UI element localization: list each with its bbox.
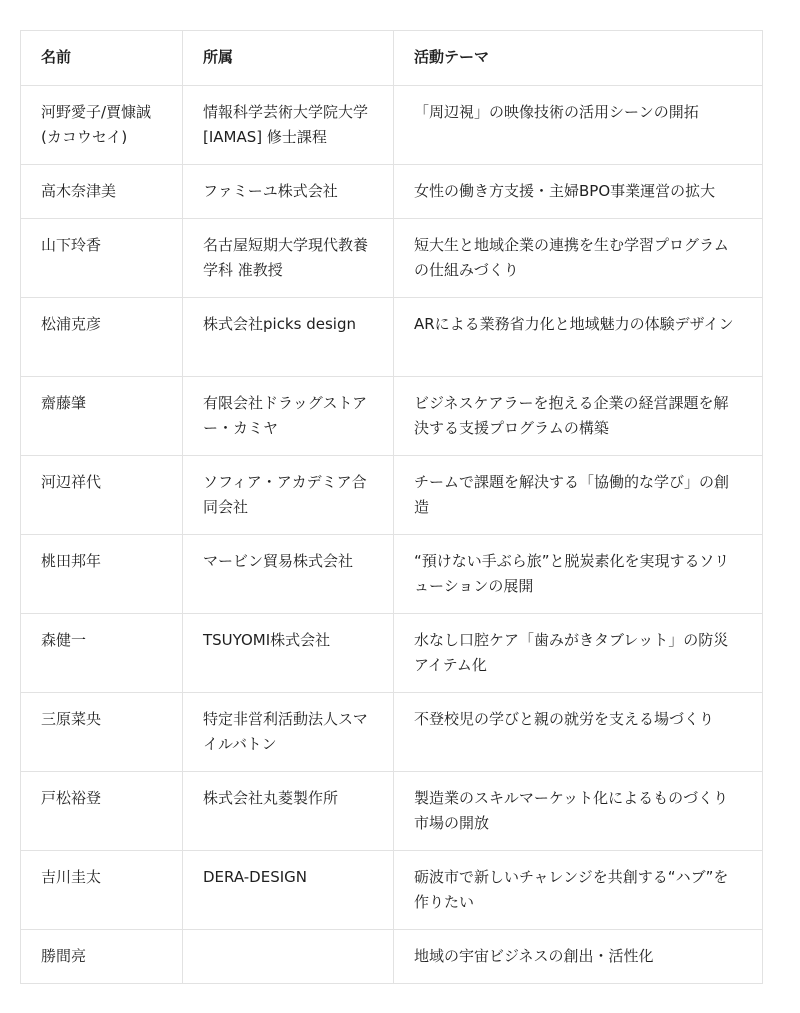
name-cell <box>21 851 183 930</box>
name-text: 森健一 <box>41 631 87 649</box>
theme-text: ARによる業務省力化と地域魅力の体験デザイン <box>414 315 734 333</box>
name-text: 桃田邦年 <box>41 552 102 570</box>
table-row <box>21 456 763 535</box>
affiliation-cell <box>183 377 394 456</box>
participants-table-container <box>20 30 762 984</box>
name-cell <box>21 377 183 456</box>
theme-cell <box>394 456 763 535</box>
theme-cell <box>394 930 763 984</box>
header-theme: 活動テーマ <box>394 31 763 86</box>
name-cell <box>21 614 183 693</box>
theme-text: 製造業のスキルマーケット化によるものづくり市場の開放 <box>414 789 729 832</box>
theme-cell <box>394 535 763 614</box>
table-row <box>21 930 763 984</box>
name-text: 河野愛子/賈慷誠(カコウセイ) <box>41 103 152 146</box>
theme-text: “預けない手ぶら旅”と脱炭素化を実現するソリューションの展開 <box>414 552 730 595</box>
name-text: 高木奈津美 <box>41 182 117 200</box>
name-cell <box>21 693 183 772</box>
table-row <box>21 535 763 614</box>
affiliation-cell <box>183 535 394 614</box>
table-row <box>21 298 763 377</box>
affiliation-text: DERA-DESIGN <box>203 868 308 886</box>
theme-cell <box>394 298 763 377</box>
name-text: 勝間亮 <box>41 947 87 965</box>
theme-text: 砺波市で新しいチャレンジを共創する“ハブ”を作りたい <box>414 868 729 911</box>
table-row <box>21 772 763 851</box>
affiliation-text: 株式会社picks design <box>203 315 356 333</box>
theme-cell <box>394 219 763 298</box>
theme-text: 不登校児の学びと親の就労を支える場づくり <box>414 710 715 728</box>
affiliation-cell <box>183 165 394 219</box>
affiliation-cell <box>183 693 394 772</box>
affiliation-text: 有限会社ドラッグストアー・カミヤ <box>203 394 368 437</box>
name-cell <box>21 535 183 614</box>
affiliation-cell <box>183 219 394 298</box>
affiliation-cell <box>183 614 394 693</box>
name-text: 山下玲香 <box>41 236 102 254</box>
name-cell <box>21 930 183 984</box>
theme-cell <box>394 772 763 851</box>
name-text: 松浦克彦 <box>41 315 102 333</box>
affiliation-text: マービン貿易株式会社 <box>203 552 354 570</box>
affiliation-cell <box>183 86 394 165</box>
theme-text: 短大生と地域企業の連携を生む学習プログラムの仕組みづくり <box>414 236 729 279</box>
theme-cell <box>394 851 763 930</box>
name-text: 吉川圭太 <box>41 868 102 886</box>
affiliation-cell <box>183 930 394 984</box>
table-row <box>21 851 763 930</box>
header-affiliation: 所属 <box>183 31 394 86</box>
name-cell <box>21 456 183 535</box>
theme-cell <box>394 377 763 456</box>
participants-table <box>20 30 763 984</box>
table-row <box>21 614 763 693</box>
name-cell <box>21 86 183 165</box>
table-row <box>21 165 763 219</box>
affiliation-text: 特定非営利活動法人スマイルバトン <box>203 710 368 753</box>
affiliation-cell <box>183 772 394 851</box>
name-text: 三原菜央 <box>41 710 102 728</box>
header-name: 名前 <box>21 31 183 86</box>
theme-text: 「周辺視」の映像技術の活用シーンの開拓 <box>414 103 699 121</box>
affiliation-text: 株式会社丸菱製作所 <box>203 789 339 807</box>
theme-text: 女性の働き方支援・主婦BPO事業運営の拡大 <box>414 182 716 200</box>
theme-cell <box>394 165 763 219</box>
theme-cell <box>394 86 763 165</box>
affiliation-text: 名古屋短期大学現代教養学科 准教授 <box>203 236 369 279</box>
name-text: 齋藤肇 <box>41 394 87 412</box>
theme-text: チームで課題を解決する「協働的な学び」の創造 <box>414 473 730 516</box>
affiliation-text: 情報科学芸術大学院大学[IAMAS] 修士課程 <box>203 103 369 146</box>
affiliation-text: ファミーユ株式会社 <box>203 182 338 200</box>
theme-cell <box>394 693 763 772</box>
table-row <box>21 377 763 456</box>
table-row <box>21 693 763 772</box>
affiliation-cell <box>183 298 394 377</box>
name-text: 河辺祥代 <box>41 473 102 491</box>
name-cell <box>21 298 183 377</box>
theme-text: ビジネスケアラーを抱える企業の経営課題を解決する支援プログラムの構築 <box>414 394 729 437</box>
name-cell <box>21 165 183 219</box>
theme-cell <box>394 614 763 693</box>
affiliation-cell <box>183 851 394 930</box>
name-text: 戸松裕登 <box>41 789 102 807</box>
name-cell <box>21 772 183 851</box>
affiliation-cell <box>183 456 394 535</box>
table-row <box>21 219 763 298</box>
affiliation-text: TSUYOMI株式会社 <box>203 631 331 649</box>
name-cell <box>21 219 183 298</box>
theme-text: 地域の宇宙ビジネスの創出・活性化 <box>414 947 654 965</box>
theme-text: 水なし口腔ケア「歯みがきタブレット」の防災アイテム化 <box>414 631 729 674</box>
table-row <box>21 86 763 165</box>
header-row <box>21 31 763 86</box>
affiliation-text: ソフィア・アカデミア合同会社 <box>203 473 367 516</box>
